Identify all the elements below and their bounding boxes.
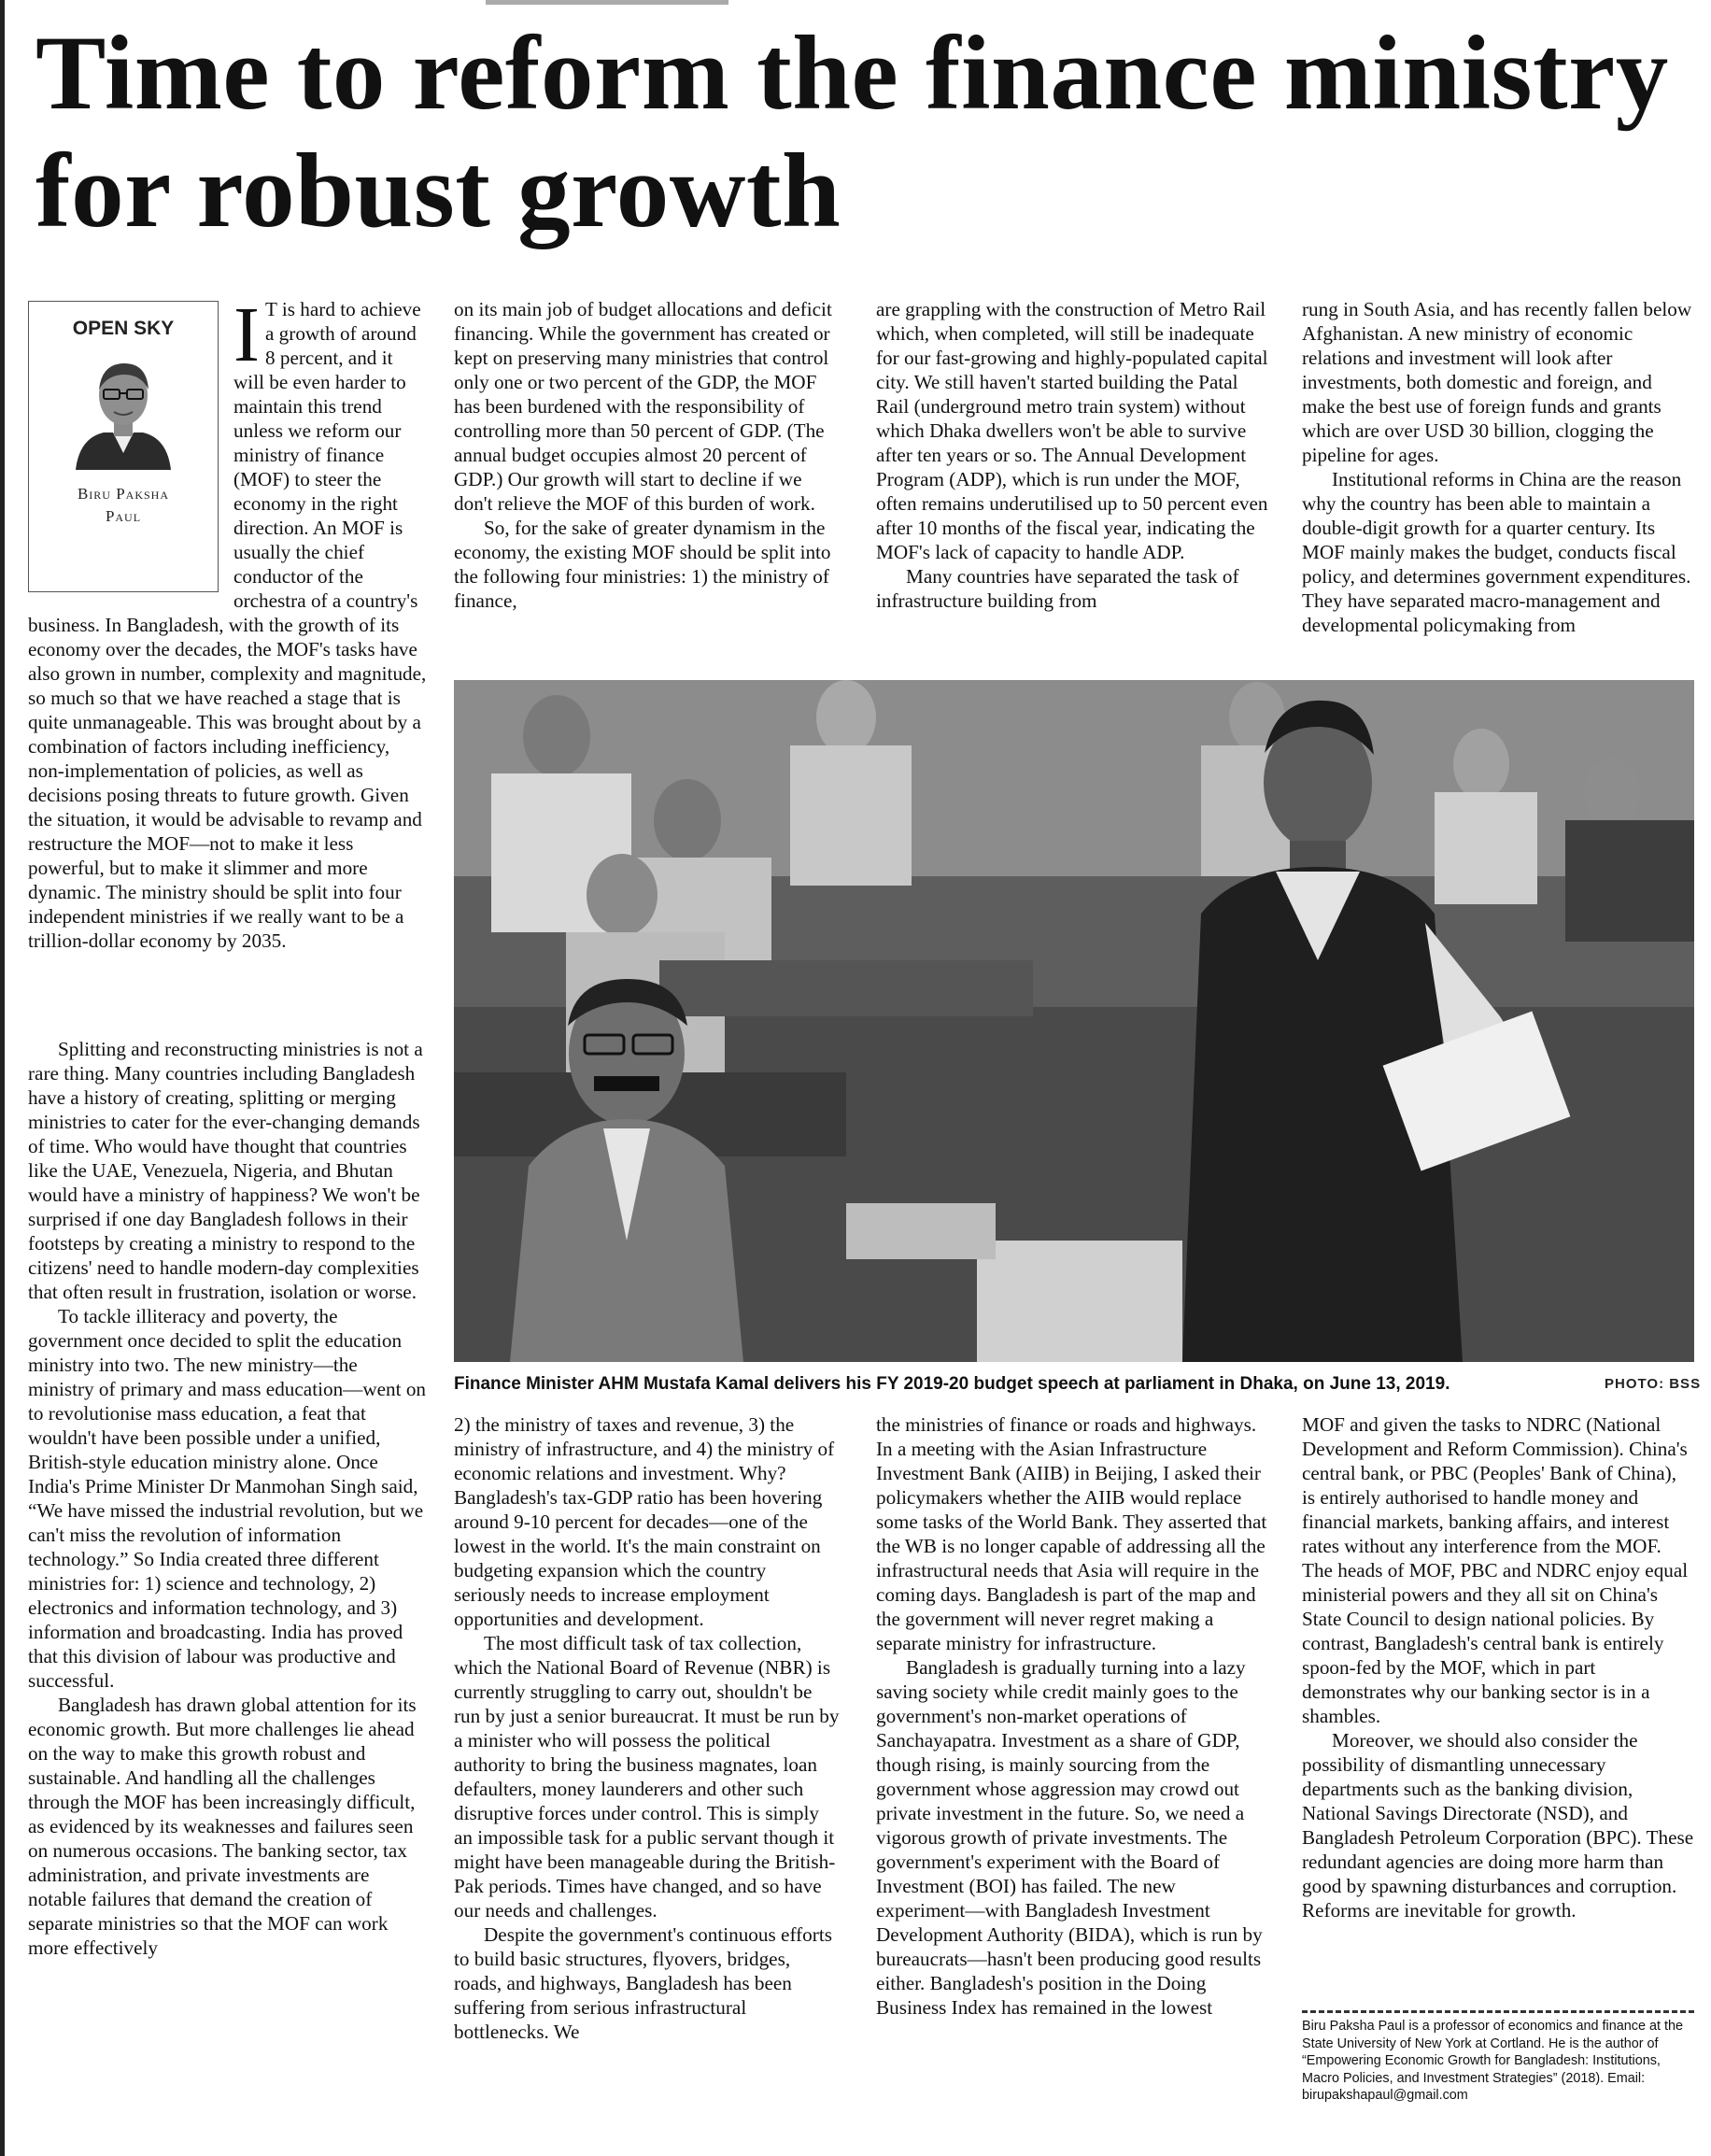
paragraph-dismantling: Moreover, we should also consider the possibility of dismantling unnecessary departments such as the banking division, National Savings Directorate (NSD), and Bangladesh Petroleum Corporation (BPC). These redundant agencies are doing more harm than good by spawning disturbances and corruption. Reforms are inevitable for growth. (1302, 1729, 1694, 1922)
column-1-bottom (28, 1037, 428, 1960)
headline: Time to reform the finance ministry for robust growth (35, 15, 1669, 249)
paragraph-split-four: So, for the sake of greater dynamism in the economy, the existing MOF should be split into the following four ministries: 1) the ministry of finance, (454, 517, 831, 612)
paragraph-china-reforms: Institutional reforms in China are the reason why the country has been able to maintain a double-digit growth for a quarter century. Its MOF mainly makes the budget, conducts fiscal policy, and determines government expenditures. They have separated macro-management and developmental policymaking from (1302, 468, 1691, 636)
author-portrait (72, 352, 175, 470)
paragraph-global-attention: Bangladesh has drawn global attention for its economic growth. But more challenges lie ahead on the way to make this growth robust and sustainable. And handling all the challenges through the MOF has been increasingly difficult, as evidenced by its weaknesses and failures seen on numerous occasions. The banking sector, tax administration, and private investments are notable failures that demand the creation of separate ministries so that the MOF can work more effectively (28, 1694, 417, 1959)
paragraph-infrastructure-separation: Many countries have separated the task of infrastructure building from (876, 565, 1239, 612)
intro-paragraph: T is hard to achieve a growth of around 8 percent, and it will be even harder to maintain this trend unless we reform our ministry of finance (MOF) to steer the economy in the right direction. An MOF is usually the chief conductor of the orchestra of a country's business. In Bangladesh, with the growth of its economy over the decades, the MOF's tasks have also grown in number, complexity and magnitude, so much so that we have reached a stage that is quite unmanageable. This was brought about by a combination of factors including inefficiency, non-implementation of policies, as well as decisions posing threats to future growth. Given the situation, it would be advisable to revamp and restructure the MOF—not to make it less powerful, but to make it slimmer and more dynamic. The ministry should be split into four independent ministries if we really want to be a trillion-dollar economy by 2035. (28, 298, 427, 952)
paragraph-aiib: the ministries of finance or roads and highways. In a meeting with the Asian Infrastructure Investment Bank (AIIB) in Beijing, I asked their policymakers whether the AIIB would replace some tasks of the World Bank. They asserted that the WB is no longer capable of addressing all the infrastructural needs that Asia will require in the coming days. Bangladesh is part of the map and the government will never regret making a separate ministry for infrastructure. (876, 1413, 1267, 1654)
paragraph-education-ministry: To tackle illiteracy and poverty, the government once decided to split the education ministry into two. The new ministry—the ministry of primary and mass education—went on to revolutionise mass education, a feat that wouldn't have been possible under a unified, British-style education ministry alone. Once India's Prime Minister Dr Manmohan Singh said, “We have missed the industrial revolution, but we can't miss the revolution of information technology.” So India created three different ministries for: 1) science and technology, 2) electronics and information technology, and 3) information and broadcasting. India has proved that this division of labour was productive and successful. (28, 1305, 427, 1692)
author-bio: Biru Paksha Paul is a professor of economics and finance at the State University of New York at Cortland. He is the author of “Empowering Economic Growth for Bangladesh: Institutions, Macro Policies, and Investment Strategies” (2018). Email: birupakshapaul@gmail.com (1302, 2019, 1683, 2103)
parliament-photo (454, 680, 1694, 1362)
paragraph-metro-rail: are grappling with the construction of Metro Rail which, when completed, will still be inadequate for our fast-growing and highly-populated capital city. We still haven't started building the Patal Rail (underground metro train system) without which Dhaka dwellers won't be able to survive after ten years or so. The Annual Development Program (ADP), which is run under the MOF, often remains underutilised up to 50 percent even after 10 months of the fiscal year, indicating the MOF's lack of capacity to handle ADP. (876, 298, 1268, 563)
bio-divider (1302, 2010, 1694, 2013)
paragraph-infrastructure-bottlenecks: Despite the government's continuous efforts to build basic structures, flyovers, bridges, roads, and highways, Bangladesh has been suffering from serious infrastructural bottlenecks. We (454, 1923, 832, 2043)
paragraph-four-ministries: 2) the ministry of taxes and revenue, 3) the ministry of infrastructure, and 4) the ministry of economic relations and investment. Why? Bangladesh's tax-GDP ratio has been hovering around 9-10 percent for decades—one of the lowest in the world. It's the main constraint on budgeting expansion which the country seriously needs to increase employment opportunities and development. (454, 1413, 835, 1630)
column-2-top (454, 297, 842, 613)
column-label: OPEN SKY (72, 318, 175, 339)
author-name-line2: Paul (105, 507, 142, 525)
paragraph-ndrc: MOF and given the tasks to NDRC (National Development and Reform Commission). China's central bank, or PBC (Peoples' Bank of China), is entirely authorised to handle money and financial markets, banking affairs, and interest rates without any interference from the MOF. The heads of MOF, PBC and NDRC enjoy equal ministerial powers and they all sit on China's State Council to design national policies. By contrast, Bangladesh's central bank is entirely spoon-fed by the MOF, which in part demonstrates why our banking sector is in a shambles. (1302, 1413, 1689, 1727)
column-4-bottom (1302, 1412, 1694, 1922)
parliament-photo-illustration (454, 680, 1694, 1362)
column-2-bottom (454, 1412, 842, 2044)
paragraph-budget-allocations: on its main job of budget allocations and deficit financing. While the government has created or kept on preserving many ministries that control only one or two percent of the GDP, the MOF has been burdened with the responsibility of controlling more than 50 percent of GDP. (The annual budget occupies almost 20 percent of GDP.) Our growth will start to decline if we don't relieve the MOF of this burden of work. (454, 298, 832, 515)
columnist-box (28, 301, 219, 592)
paragraph-splitting-ministries: Splitting and reconstructing ministries is not a rare thing. Many countries including Bangladesh have a history of creating, splitting or merging ministries to cater for the ever-changing demands of time. Who would have thought that countries like the UAE, Venezuela, Nigeria, and Bhutan would have a ministry of happiness? We won't be surprised if one day Bangladesh follows in their footsteps by creating a ministry to respond to the citizens' need to handle modern-day complexities that often result in frustration, isolation or worse. (28, 1038, 423, 1303)
column-3-top (876, 297, 1268, 613)
paragraph-saving-society: Bangladesh is gradually turning into a lazy saving society while credit mainly goes to the government's non-market operations of Sanchayapatra. Investment as a share of GDP, though rising, is mainly sourcing from the government whose aggression may crowd out private investment in the future. So, we need a vigorous growth of private investments. The government's experiment with the Board of Investment (BOI) has failed. The new experiment—with Bangladesh Investment Development Authority (BIDA), which is run by bureaucrats—hasn't been producing good results either. Bangladesh's position in the Doing Business Index has remained in the lowest (876, 1656, 1263, 2019)
author-name-line1: Biru Paksha (77, 485, 170, 503)
photo-caption: Finance Minister AHM Mustafa Kamal delivers his FY 2019-20 budget speech at parliament in Dhaka, on June 13, 2019. (454, 1374, 1450, 1394)
paragraph-tax-collection: The most difficult task of tax collection, which the National Board of Revenue (NBR) is currently struggling to carry out, shouldn't be run by just a senior bureaucrat. It must be run by a minister who will possess the political authority to bring the business magnates, loan defaulters, money launderers and other such disruptive forces under control. This is simply an impossible task for a public servant though it might have been manageable during the British-Pak periods. Times have changed, and so have our needs and challenges. (454, 1632, 840, 1922)
paragraph-economic-relations: rung in South Asia, and has recently fallen below Afghanistan. A new ministry of economic relations and investment will look after investments, both domestic and foreign, and make the best use of foreign funds and grants which are over USD 30 billion, clogging the pipeline for ages. (1302, 298, 1692, 466)
column-4-top (1302, 297, 1694, 637)
author-byline (29, 483, 218, 528)
photo-credit: PHOTO: BSS (1605, 1376, 1702, 1392)
column-3-bottom (876, 1412, 1268, 2020)
column-1-top (28, 291, 428, 953)
left-border-rule (0, 0, 5, 2156)
top-edge-rule (486, 0, 728, 5)
drop-cap: I (233, 291, 260, 378)
